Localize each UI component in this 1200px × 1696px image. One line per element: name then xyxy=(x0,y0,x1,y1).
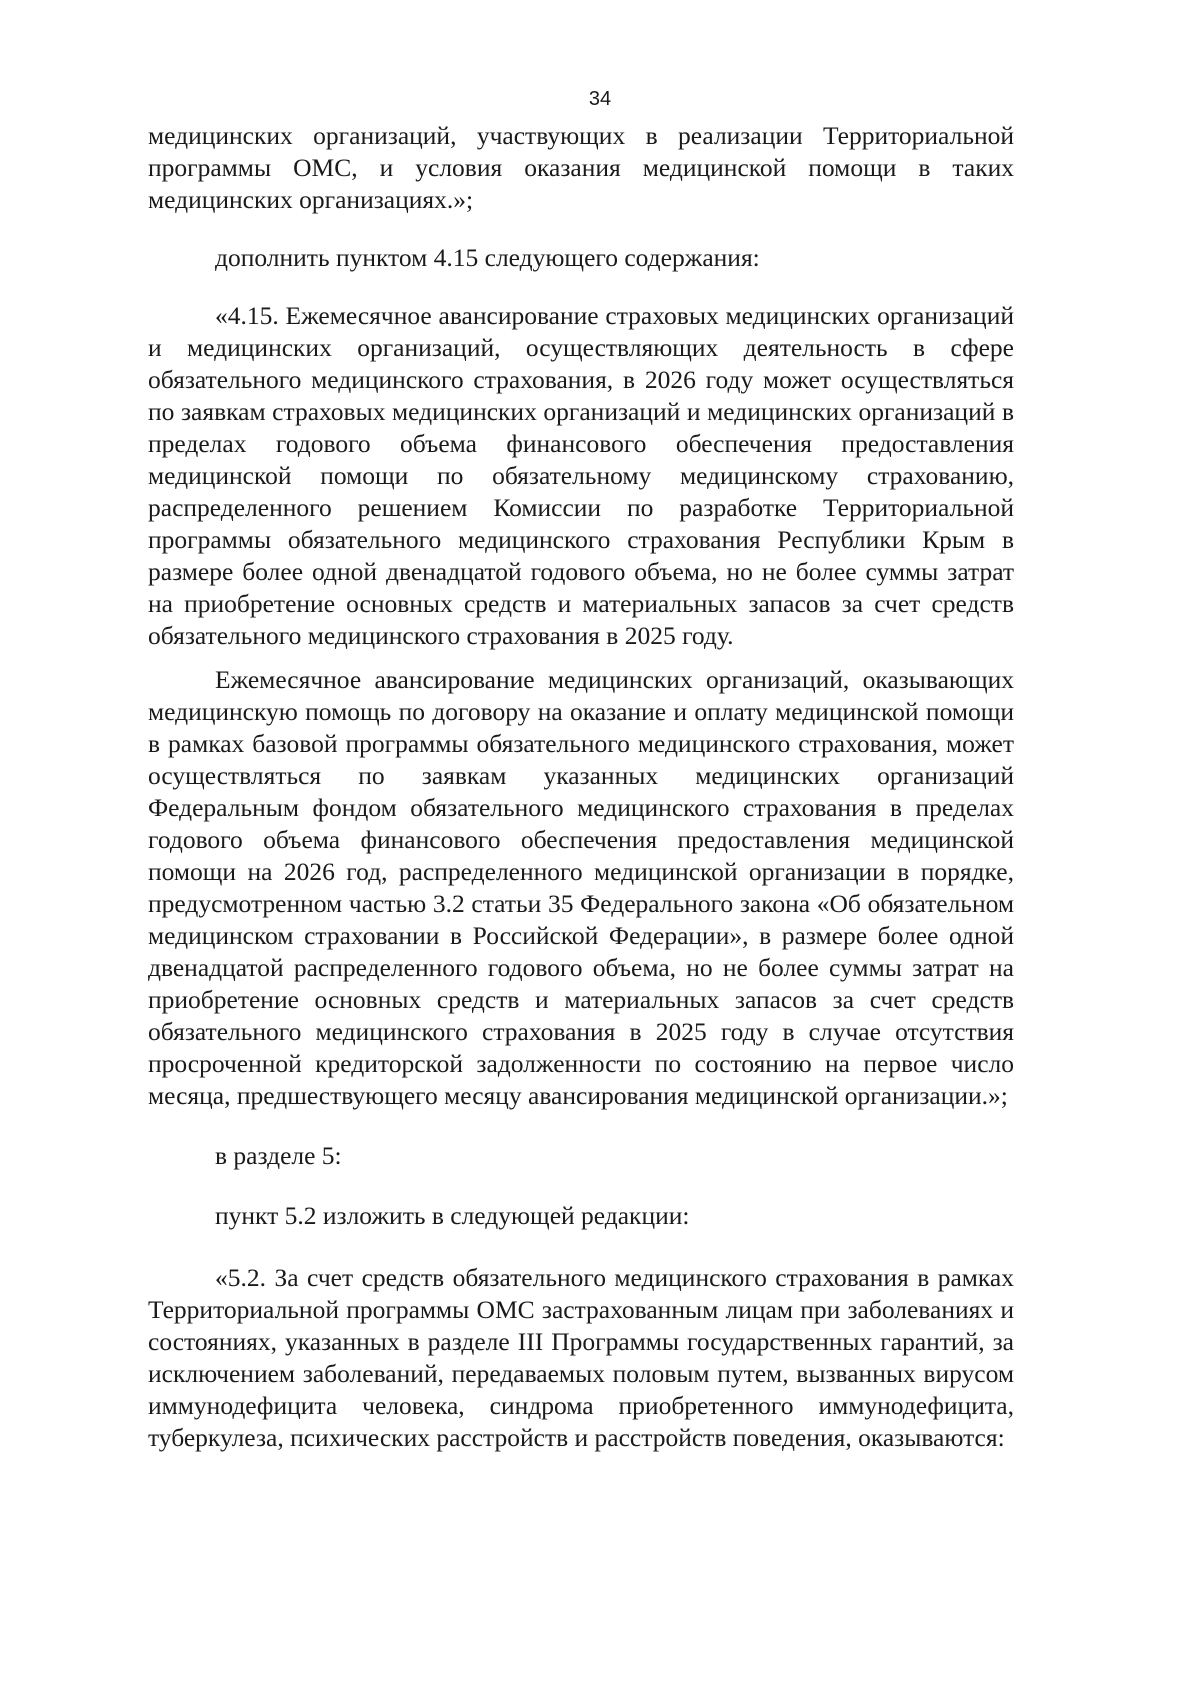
paragraph-edit-item-5-2: пункт 5.2 изложить в следующей редакции: xyxy=(215,1201,690,1230)
paragraph-item-4-15: «4.15. Ежемесячное авансирование страховых медицинских организаций и медицинских организаций, осуществляющих деятельность в сфере обязательного медицинского страхования, в 2026 году может осуществляться по заявкам страховых медицинских организаций и медицинских организаций в пределах годового объема финансового обеспечения предоставления медицинской помощи по обязательному медицинскому страхованию, распределенного решением Комиссии по разработке Территориальной программы обязательного медицинского страхования Республики Крым в размере более одной двенадцатой годового объема, но не более суммы затрат на приобретение основных средств и материальных запасов за счет средств обязательного медицинского страхования в 2025 году. xyxy=(148,301,1014,650)
paragraph-item-5-2: «5.2. За счет средств обязательного медицинского страхования в рамках Территориальной программы ОМС застрахованным лицам при заболеваниях и состояниях, указанных в разделе III Программы государственных гарантий, за исключением заболеваний, передаваемых половым путем, вызванных вирусом иммунодефицита человека, синдрома приобретенного иммунодефицита, туберкулеза, психических расстройств и расстройств поведения, оказываются: xyxy=(148,1263,1014,1452)
paragraph-section-5: в разделе 5: xyxy=(215,1141,342,1170)
page-number: 34 xyxy=(588,88,612,110)
paragraph-add-item-4-15: дополнить пунктом 4.15 следующего содержания: xyxy=(215,243,760,272)
paragraph-continuation: медицинских организаций, участвующих в реализации Территориальной программы ОМС, и условия оказания медицинской помощи в таких медицинских организациях.»; xyxy=(148,121,1014,214)
paragraph-monthly-advance: Ежемесячное авансирование медицинских организаций, оказывающих медицинскую помощь по договору на оказание и оплату медицинской помощи в рамках базовой программы обязательного медицинского страхования, может осуществляться по заявкам указанных медицинских организаций Федеральным фондом обязательного медицинского страхования в пределах годового объема финансового обеспечения предоставления медицинской помощи на 2026 год, распределенного медицинской организации в порядке, предусмотренном частью 3.2 статьи 35 Федерального закона «Об обязательном медицинском страховании в Российской Федерации», в размере более одной двенадцатой распределенного годового объема, но не более суммы затрат на приобретение основных средств и материальных запасов за счет средств обязательного медицинского страхования в 2025 году в случае отсутствия просроченной кредиторской задолженности по состоянию на первое число месяца, предшествующего месяцу авансирования медицинской организации.»; xyxy=(148,665,1014,1110)
